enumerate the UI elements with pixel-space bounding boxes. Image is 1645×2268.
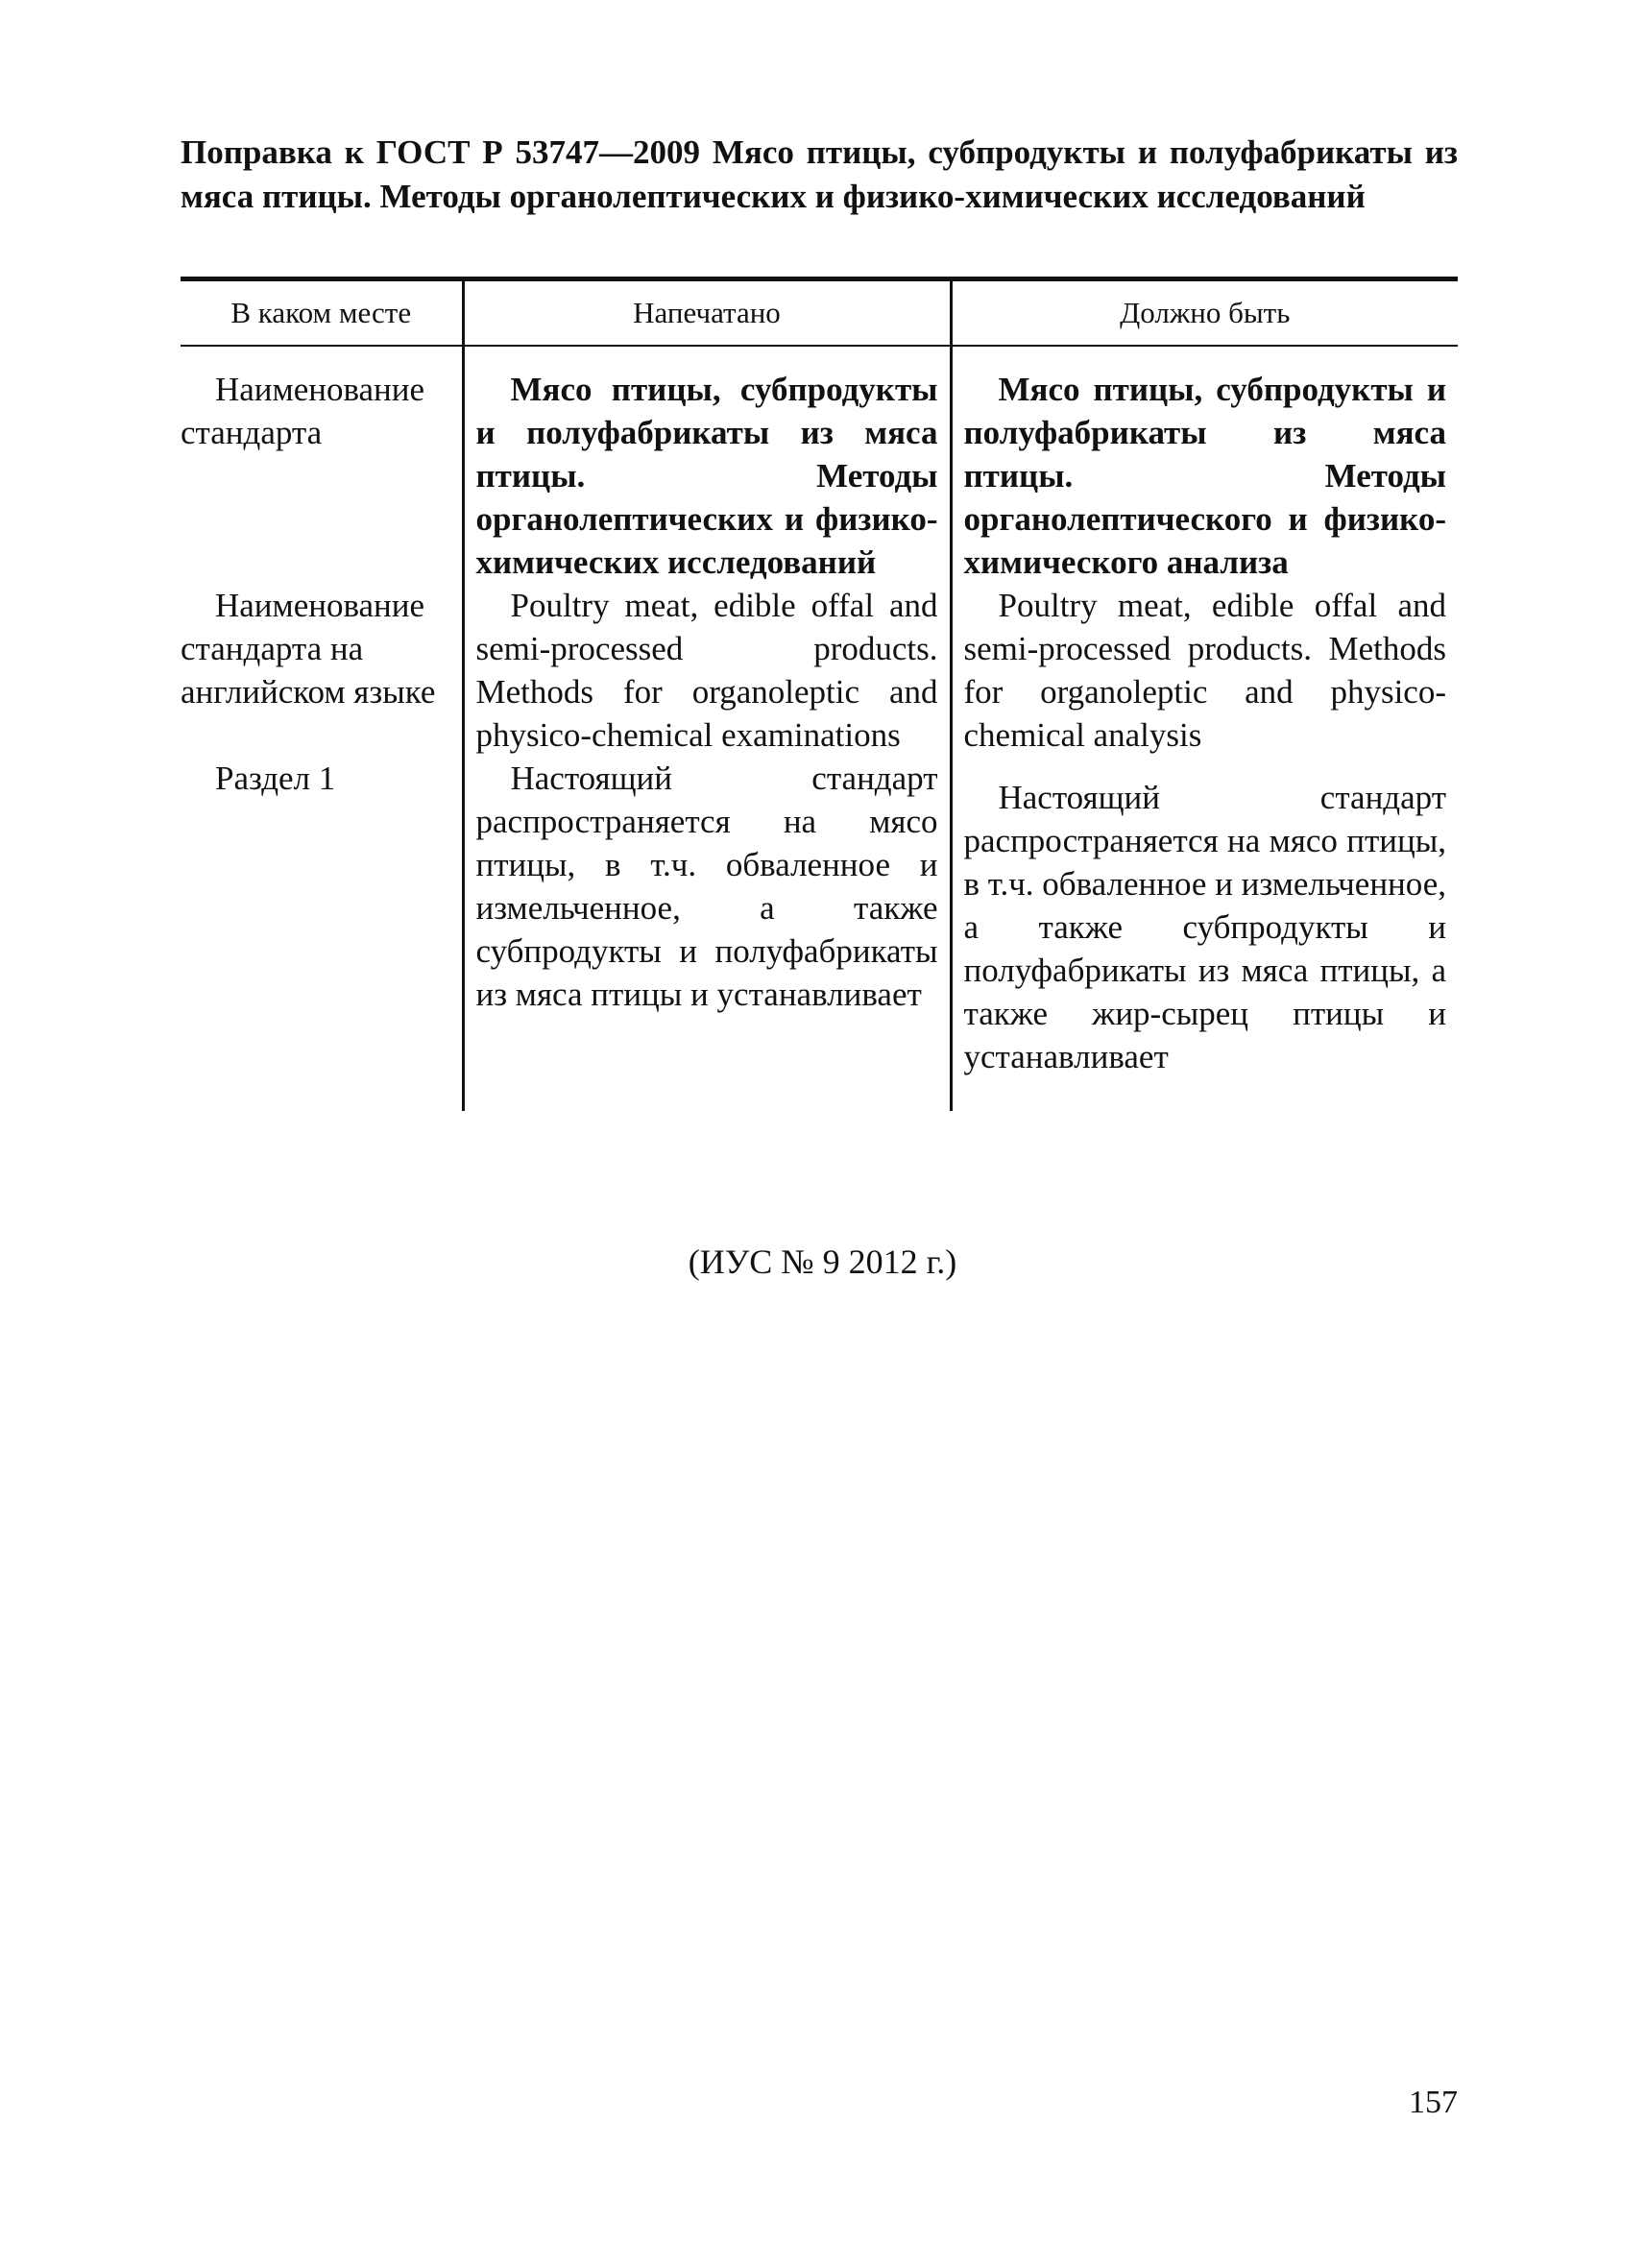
header-should-be: Должно быть bbox=[951, 281, 1458, 346]
header-printed: Напечатано bbox=[463, 281, 951, 346]
place-text: Раздел 1 bbox=[215, 760, 336, 797]
cell-printed bbox=[463, 584, 951, 757]
cell-printed bbox=[463, 346, 951, 584]
document-title: Поправка к ГОСТ Р 53747—2009 Мясо птицы, субпродукты и полуфабрикаты из мяса птицы. Методы органолептических и физико-химических исследований bbox=[181, 133, 1458, 215]
cell-should-be bbox=[951, 584, 1458, 757]
printed-text: Мясо птицы, субпродукты и полуфабрикаты из мяса птицы. Методы органолептических и физико-химических исследований bbox=[475, 371, 938, 581]
cell-place bbox=[181, 584, 463, 757]
source-reference: (ИУС № 9 2012 г.) bbox=[688, 1243, 957, 1281]
cell-should-be bbox=[951, 757, 1458, 1111]
should-be-text: Мясо птицы, субпродукты и полуфабрикаты из мяса птицы. Методы органолептического и физико-химического анализа bbox=[963, 371, 1446, 581]
cell-printed bbox=[463, 757, 951, 1111]
printed-text: Poultry meat, edible offal and semi-processed products. Methods for organoleptic and physico-chemical examinations bbox=[475, 587, 938, 754]
header-place: В каком месте bbox=[181, 281, 463, 346]
printed-text: Настоящий стандарт распространяется на мясо птицы, в т.ч. обваленное и измельченное, а также субпродукты и полуфабрикаты из мяса птицы и устанавливает bbox=[475, 760, 938, 1013]
correction-table bbox=[181, 281, 1458, 1111]
table-row bbox=[181, 346, 1458, 584]
place-text: Наименование стандарта bbox=[181, 371, 425, 451]
table-row bbox=[181, 584, 1458, 757]
cell-place bbox=[181, 757, 463, 1111]
cell-should-be bbox=[951, 346, 1458, 584]
table-header-row bbox=[181, 281, 1458, 346]
cell-place bbox=[181, 346, 463, 584]
place-text: Наименование стандарта на английском языке bbox=[181, 587, 436, 711]
table-row bbox=[181, 757, 1458, 1111]
page-number: 157 bbox=[1409, 2085, 1458, 2120]
should-be-text: Poultry meat, edible offal and semi-processed products. Methods for organoleptic and physico-chemical analysis bbox=[963, 587, 1446, 754]
should-be-text: Настоящий стандарт распространяется на мясо птицы, в т.ч. обваленное и измельченное, а также субпродукты и полуфабрикаты из мяса птицы, а также жир-сырец птицы и устанавливает bbox=[963, 779, 1446, 1075]
